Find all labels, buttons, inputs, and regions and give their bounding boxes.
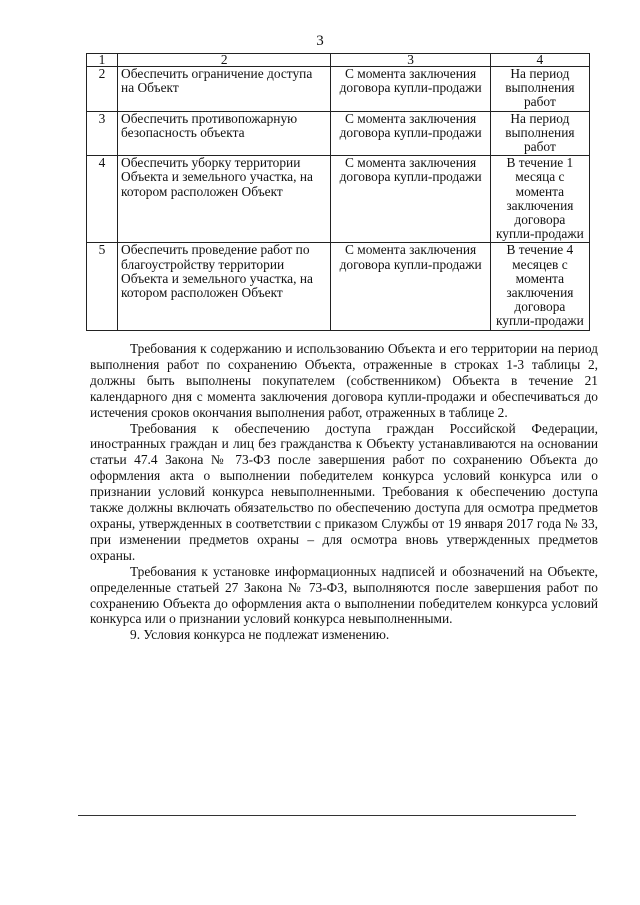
row-period: На период выполнения работ <box>490 111 589 156</box>
row-start: С момента заключения договора купли-продажи <box>331 156 490 243</box>
requirements-table <box>86 53 590 331</box>
header-col-1: 1 <box>87 54 118 67</box>
table-row <box>87 156 590 243</box>
body-text <box>90 341 598 643</box>
row-period: В течение 4 месяцев с момента заключения договора купли-продажи <box>490 243 589 330</box>
row-task: Обеспечить противопожарную безопасность объекта <box>118 111 331 156</box>
header-col-4: 4 <box>490 54 589 67</box>
row-number: 5 <box>87 243 118 330</box>
table-header-row <box>87 54 590 67</box>
row-task: Обеспечить проведение работ по благоустройству территории Объекта и земельного участка, на котором расположен Объект <box>118 243 331 330</box>
table-row <box>87 111 590 156</box>
table-row <box>87 67 590 112</box>
row-period: В течение 1 месяца с момента заключения договора купли-продажи <box>490 156 589 243</box>
paragraph-access-requirements: Требования к обеспечению доступа граждан Российской Федерации, иностранных граждан и лиц без гражданства к Объекту устанавливаются на основании статьи 47.4 Закона № 73-ФЗ после завершения работ по сохранению Объекта до оформления акта о выполнении победителем конкурса условий конкурса или о признании условий конкурса невыполненными. Требования к обеспечению доступа также должны включать обязательство по обеспечению доступа для осмотра предметов охраны, утвержденных в соответствии с приказом Службы от 19 января 2017 года № 33, при изменении предметов охраны – для осмотра вновь утвержденных предметов охраны. <box>90 420 598 563</box>
footer-divider <box>78 815 576 816</box>
header-col-3: 3 <box>331 54 490 67</box>
table-row <box>87 243 590 330</box>
row-period: На период выполнения работ <box>490 67 589 112</box>
row-start: С момента заключения договора купли-продажи <box>331 243 490 330</box>
header-col-2: 2 <box>118 54 331 67</box>
row-start: С момента заключения договора купли-продажи <box>331 111 490 156</box>
paragraph-conditions-unchangeable: 9. Условия конкурса не подлежат изменению. <box>130 627 390 643</box>
paragraph-signage-requirements: Требования к установке информационных надписей и обозначений на Объекте, определенные статьей 27 Закона № 73-ФЗ, выполняются после завершения работ по сохранению Объекта до оформления акта о выполнении победителем конкурса условий конкурса или о признании условий конкурса невыполненными. <box>90 563 598 627</box>
row-task: Обеспечить уборку территории Объекта и земельного участка, на котором расположен Объект <box>118 156 331 243</box>
row-number: 3 <box>87 111 118 156</box>
page-number: 3 <box>316 33 324 49</box>
paragraph-maintenance-requirements: Требования к содержанию и использованию Объекта и его территории на период выполнения работ по сохранению Объекта, отраженные в строках 1-3 таблицы 2, должны быть выполнены покупателем (собственником) Объекта в течение 21 календарного дня с момента заключения договора купли-продажи и обеспечиваться до истечения сроков окончания выполнения работ, отраженных в таблице 2. <box>90 341 598 420</box>
row-start: С момента заключения договора купли-продажи <box>331 67 490 112</box>
row-number: 4 <box>87 156 118 243</box>
row-number: 2 <box>87 67 118 112</box>
row-task: Обеспечить ограничение доступа на Объект <box>118 67 331 112</box>
